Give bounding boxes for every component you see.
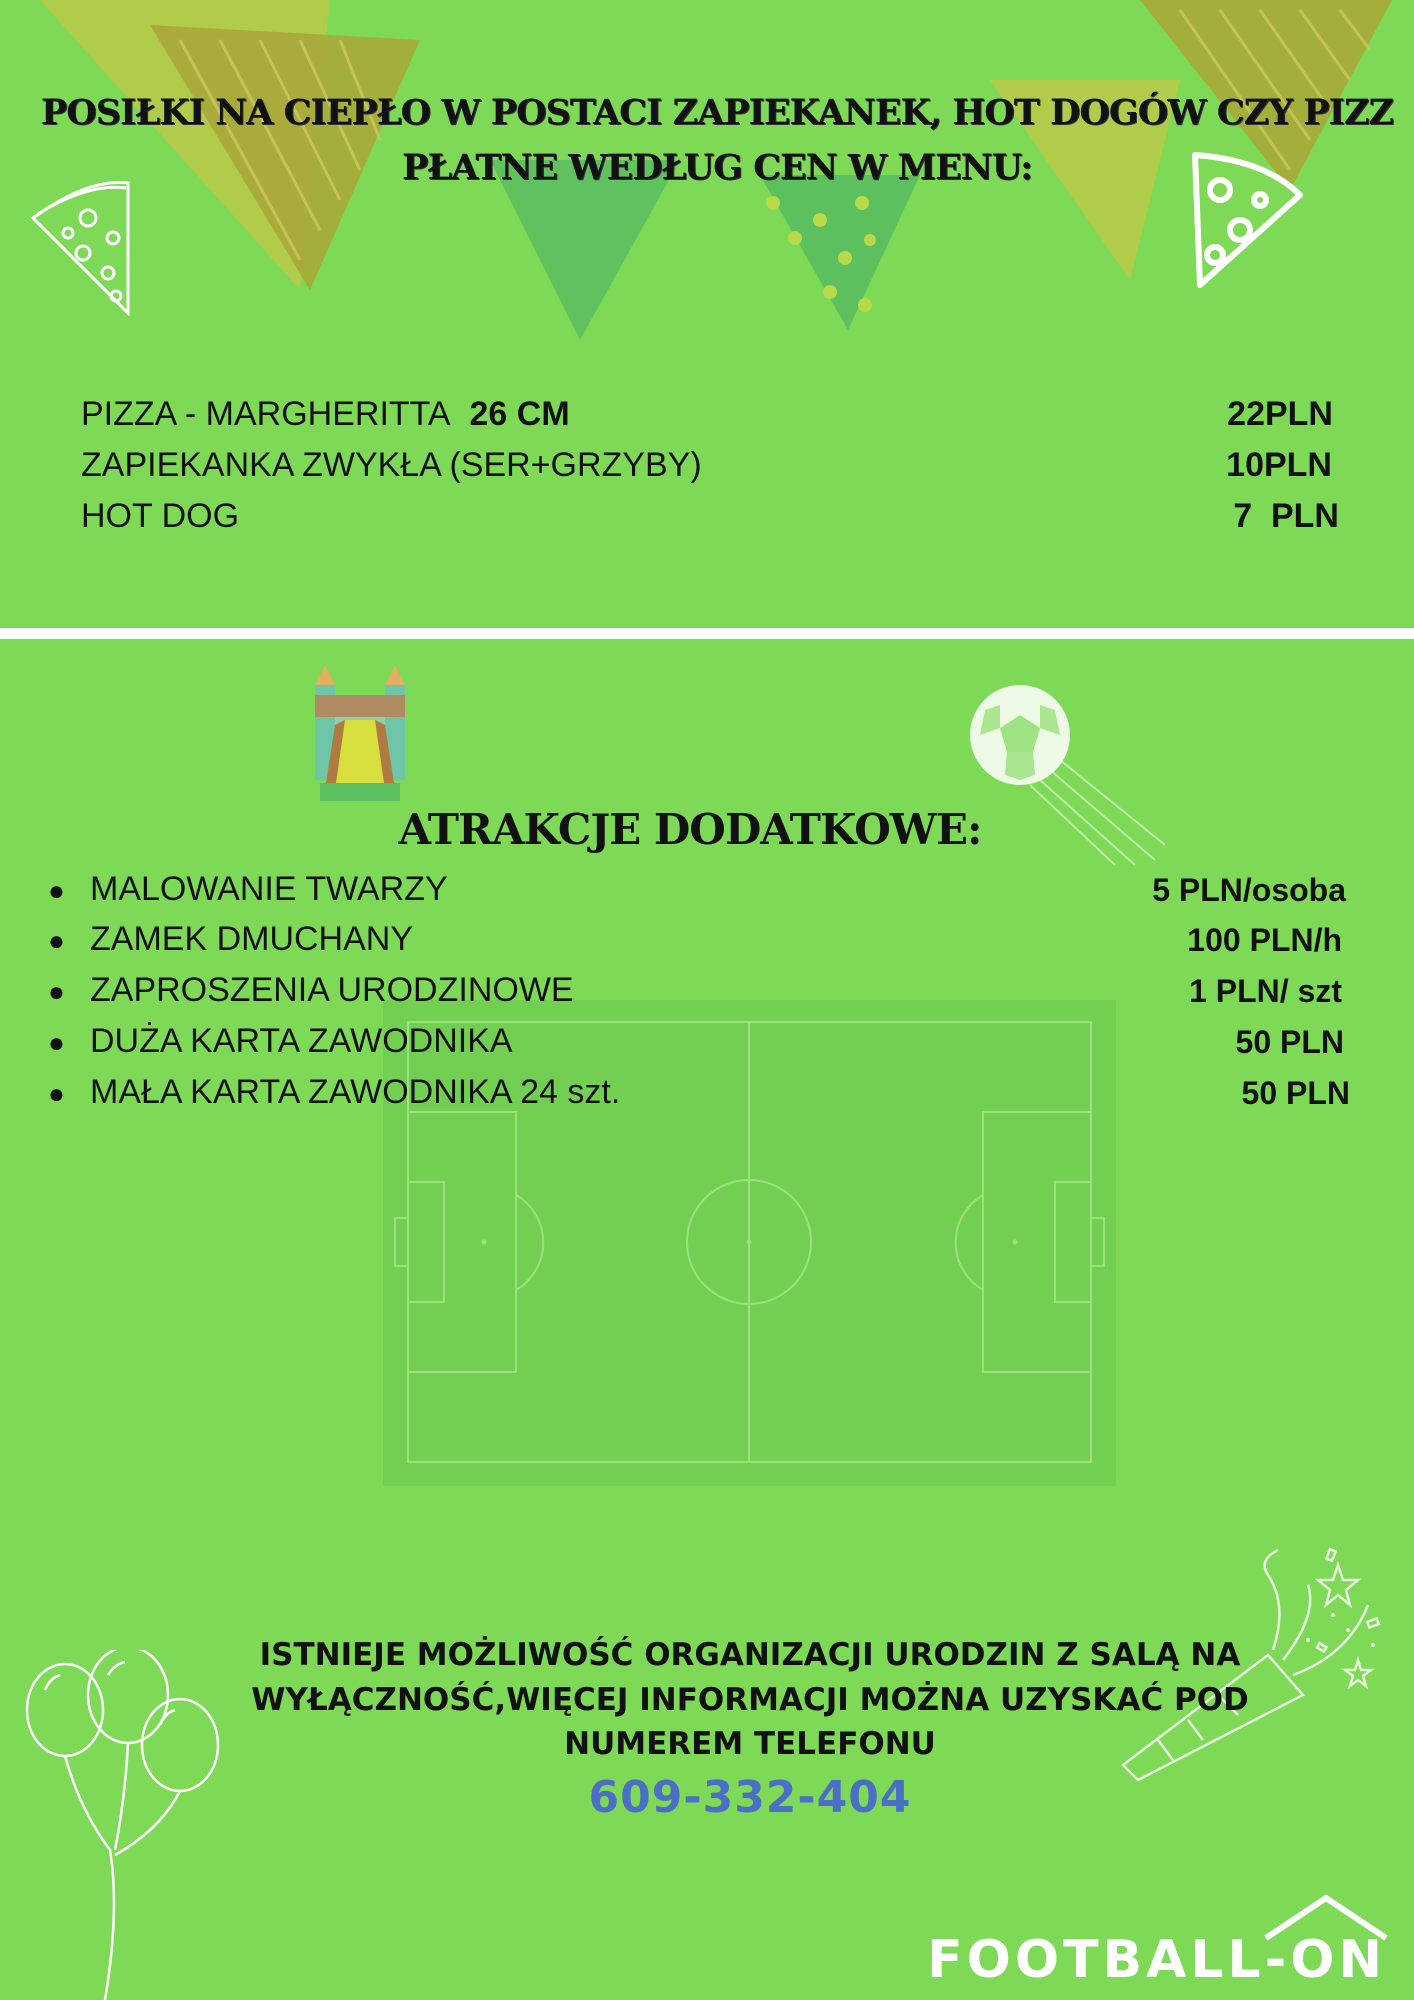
page-title-line-1: POSIŁKI NA CIEPŁO W POSTACI ZAPIEKANEK, HOT DOGÓW CZY PIZZ <box>40 92 1394 133</box>
menu-item-label: PIZZA - MARGHERITTA <box>81 395 451 433</box>
attraction-name: MALOWANIE TWARZY <box>90 870 448 908</box>
attraction-name: ZAMEK DMUCHANY <box>90 920 414 958</box>
info-text-line-3: NUMEREM TELEFONU <box>564 1726 936 1762</box>
attraction-price: 5 PLN/osoba <box>1152 872 1346 908</box>
list-item <box>48 870 448 909</box>
bunting-flag-dotted <box>760 175 920 330</box>
attraction-name: ZAPROSZENIA URODZINOWE <box>90 971 574 1009</box>
menu-item-name: HOT DOG <box>81 497 240 535</box>
menu-item-size: 26 CM <box>469 395 570 433</box>
menu-item-price: 22PLN <box>1227 395 1333 433</box>
bouncy-castle-icon <box>305 665 415 805</box>
pizza-slice-icon <box>28 178 138 318</box>
menu-item-name <box>81 395 570 434</box>
attraction-price: 100 PLN/h <box>1187 922 1342 958</box>
section-divider <box>0 628 1414 639</box>
bullet-icon: ● <box>48 1078 65 1109</box>
brand-logo: FOOTBALL-ON <box>927 1930 1386 1990</box>
menu-item-price: 10PLN <box>1226 446 1332 484</box>
list-item <box>48 971 574 1010</box>
bullet-icon: ● <box>48 1027 65 1058</box>
attraction-price: 50 PLN <box>1235 1024 1344 1060</box>
bullet-icon: ● <box>48 976 65 1007</box>
bullet-icon: ● <box>48 875 65 906</box>
menu-item-price: 7 PLN <box>1233 497 1339 535</box>
info-text-line-2: WYŁĄCZNOŚĆ,WIĘCEJ INFORMACJI MOŻNA UZYSKAĆ POD <box>251 1682 1249 1718</box>
bullet-icon: ● <box>48 925 65 956</box>
attraction-name: MAŁA KARTA ZAWODNIKA 24 szt. <box>90 1073 621 1111</box>
list-item <box>48 920 413 959</box>
menu-item-name: ZAPIEKANKA ZWYKŁA (SER+GRZYBY) <box>81 446 702 484</box>
attractions-heading: ATRAKCJE DODATKOWE: <box>398 805 982 854</box>
list-item <box>48 1073 620 1112</box>
attraction-price: 50 PLN <box>1241 1075 1350 1111</box>
balloons-icon <box>20 1650 230 2000</box>
list-item <box>48 1022 513 1061</box>
info-text-line-1: ISTNIEJE MOŻLIWOŚĆ ORGANIZACJI URODZIN Z SALĄ NA <box>259 1637 1241 1673</box>
phone-number[interactable]: 609-332-404 <box>588 1772 912 1823</box>
attraction-price: 1 PLN/ szt <box>1189 973 1342 1009</box>
attraction-name: DUŻA KARTA ZAWODNIKA <box>90 1022 513 1060</box>
page-title-line-2: PŁATNE WEDŁUG CEN W MENU: <box>402 147 1032 188</box>
